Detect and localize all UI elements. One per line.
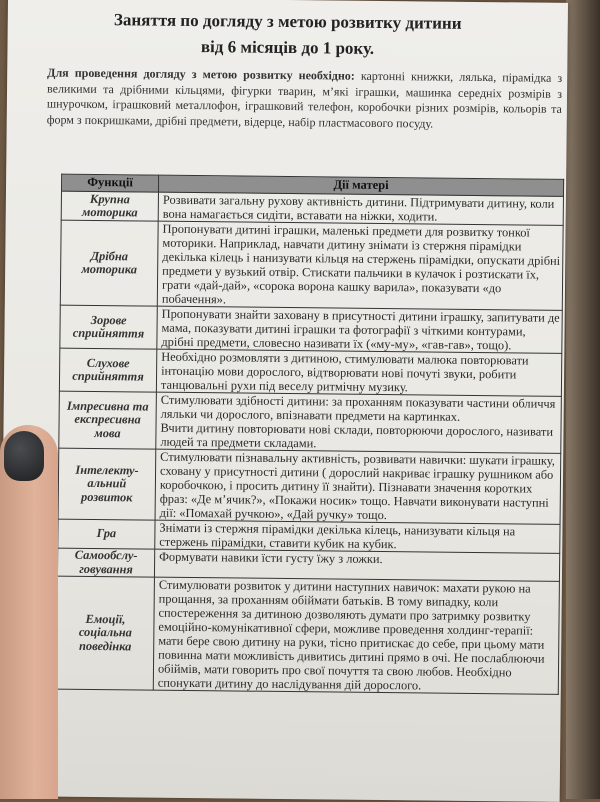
activities-table [56,174,564,695]
fingernail [4,431,44,481]
actions-cell [157,306,562,353]
action-text: Вчити дитину повторювати нові склади, повторюючи дорослого, називати людей та предмети складами. [160,420,554,451]
intro-text: картонні книжки, лялька, пірамідка з великими та дрібними кільцями, фігурки тварин, м’які іграшки, машинка середніх розмірів з шнурочком, іграшковий металлофон, іграшковий телефон, коробочки різних розмірів, кольорів та форм з покришками, дрібні предмети, відерце, набір пластмасового посуду. [46,68,563,131]
action-text: Стимулювати розвиток у дитини наступних навичок: махати рукою на прощання, за проханням обіймати батьків. В тому випадку, коли спостереження за дитиною дозволяють думати про затримку розвитку емоційно-комунікативної сфери, можливе проведення холдинг-терапії: мати бере свою дитину на руки, тісно притискає до себе, при цьому мати повинна мати можливість дивитись дитині прямо в очі. Не послаблюючи обіймів, мати говорить про свої почуття та свою любов. Необхідно спонукати дитину до наслідування дій дорослого. [157,577,545,693]
actions-cell [154,549,559,581]
action-text: Пропонувати знайти заховану в присутності дитини іграшку, запитувати де мама, показувати дитині іграшки та фотографії з чіткими контурами, дрібні предмети, словесно називати їх («му-му», «гав-гав», тощо). [161,306,560,353]
function-cell: Інтелекту-альний розвиток [58,448,156,520]
actions-cell [156,392,562,453]
background-surface [566,0,600,799]
actions-cell [155,449,561,524]
table-row [60,305,562,353]
function-cell: Самообслу-говування [57,548,154,577]
function-cell: Гра [58,519,155,549]
intro-paragraph [47,65,563,132]
table-row [58,448,561,524]
actions-cell [157,221,563,310]
function-cell: Імпресивна та експресивна мова [59,391,157,449]
hand [0,425,58,799]
function-cell: Крупна моторика [61,191,158,221]
actions-cell [153,577,559,694]
header-functions: Функції [61,174,158,192]
intro-bold: Для проведення догляду з метою розвитку необхідно: [47,65,355,83]
action-text: Необхідно розмовляти з дитиною, стимулювати малюка повторювати інтонацію мови дорослого, відтворювати нові почуті звуки, робити танцювальні рухи під веселу ритмічну музику. [160,349,529,395]
table-row [60,220,563,310]
function-cell: Дрібна моторика [60,220,158,306]
table-row [59,348,561,396]
actions-cell [156,349,561,396]
action-text: Пропонувати дитині іграшки, маленькі предмети для розвитку тонкої моторики. Наприклад, навчати дитину знімати із стержня пірамідки декілька кілець і нанизувати кільця на стержень пірамідки, опускати дрібні предмети у вузький отвір. Стискати пальчики в кулачок і розтискати їх, грати «дай-дай», «сорока ворона кашку варила», показувати «до побачення». [161,221,561,307]
table-body [56,191,563,694]
table-row [56,576,559,694]
actions-cell [158,192,563,225]
action-text: Стимулювати здібності дитини: за проханням показувати частини обличчя ляльки чи дорослого, впізнавати предмети на картинках. [160,392,556,424]
function-cell: Слухове сприйняття [59,348,156,392]
header-mother-actions: Дії матері [158,175,563,196]
actions-cell [155,520,560,553]
action-text: Стимулювати пізнавальну активність, розвивати навички: шукати іграшку, сховану у присутності дитини ( дорослий накриває іграшку рушником або коробочкою, і просить дитину її знайти). Пізнавати значення коротких фраз: «Де м’ячик?», «Покажи носик» тощо. Навчати виконувати наступні дії: «Помахай ручкою», «Дай ручку» тощо. [159,449,555,523]
page-subtitle: від 6 місяців до 1 року. [200,37,375,58]
action-text: Знімати із стержня пірамідки декілька кілець, нанизувати кільця на стержень пірамідки, ставити кубик на кубик. [159,520,516,552]
page-title: Заняття по догляду з метою розвитку дитини [113,10,462,33]
function-cell: Зорове сприйняття [60,305,157,349]
function-cell: Емоції, соціальна поведінка [56,576,154,690]
action-text: Розвивати загальну рухову активність дитини. Підтримувати дитину, коли вона намагається сидіти, вставати на ніжки, ходити. [162,192,555,224]
table-row [59,391,562,453]
action-text: Формувати навики їсти густу їжу з ложки. [159,549,383,567]
